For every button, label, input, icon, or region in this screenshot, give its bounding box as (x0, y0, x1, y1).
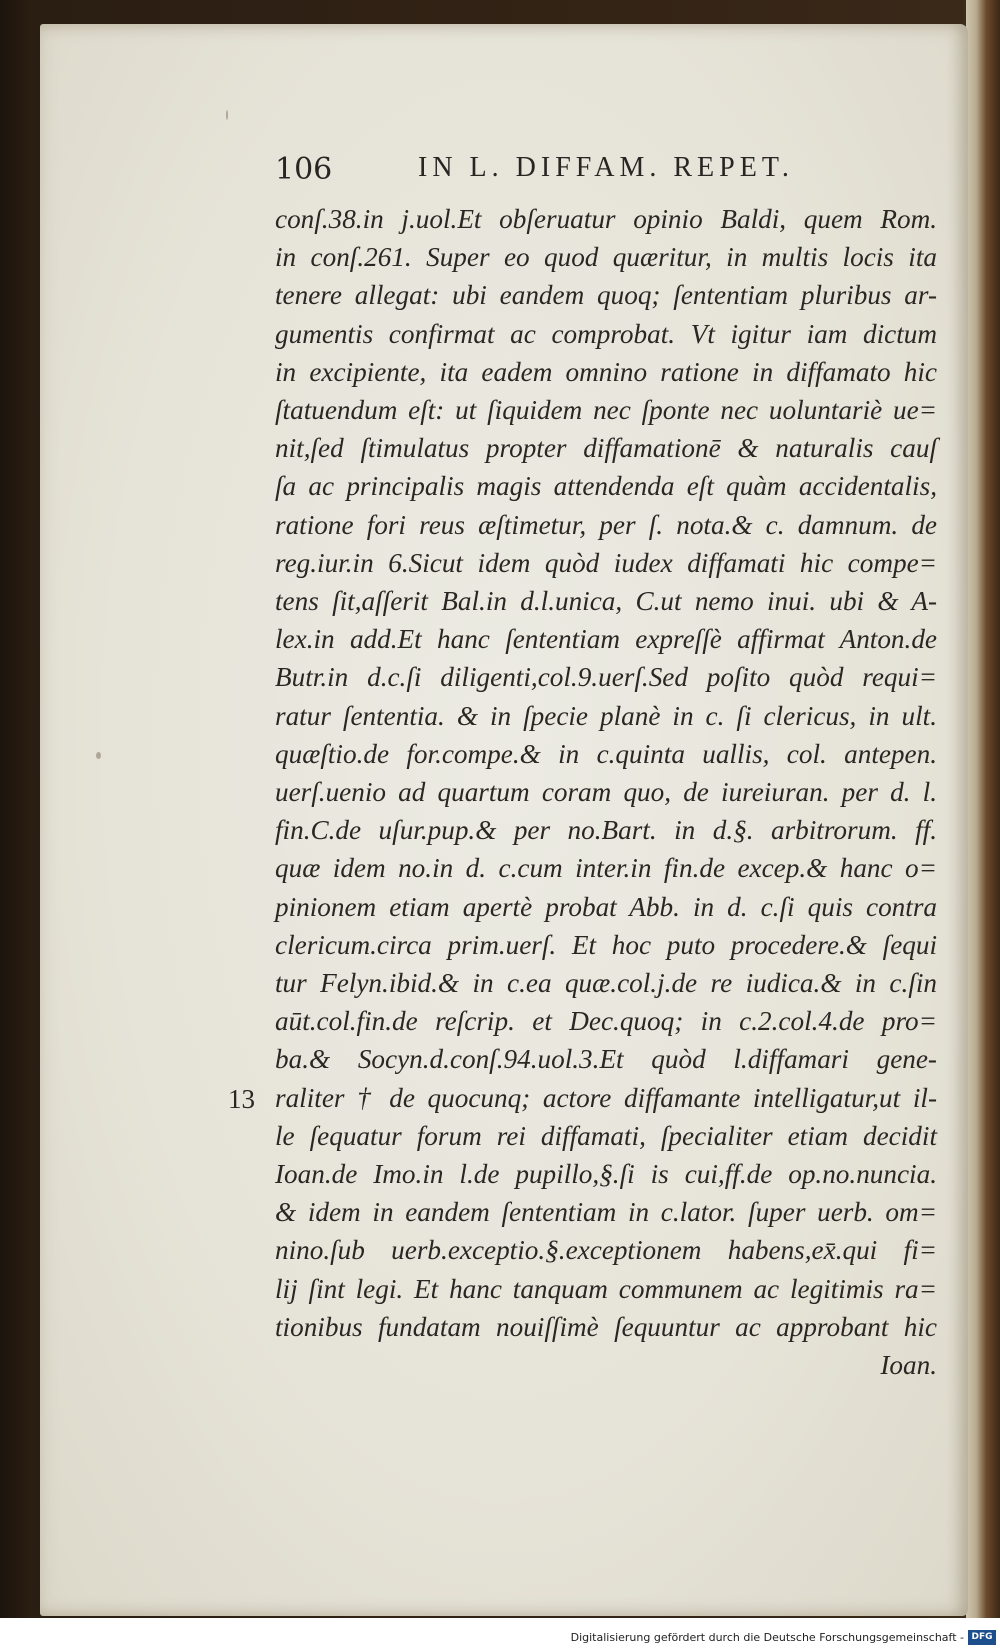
text-line: aūt.col.fin.de reſcrip. et Dec.quoq; in c.2.col.4.de pro= (275, 1006, 937, 1037)
text-line: fin.C.de uſur.pup.& per no.Bart. in d.§. arbitrorum. ff. (275, 815, 937, 846)
text-line: ſa ac principalis magis attendenda eſt quàm accidentalis, (275, 471, 937, 502)
digitization-footer (0, 1618, 1000, 1652)
text-line: quæſtio.de for.compe.& in c.quinta uallis, col. antepen. (275, 738, 937, 769)
text-line: clericum.circa prim.uerſ. Et hoc puto procedere.& ſequi (275, 929, 937, 960)
text-line: gumentis confirmat ac comprobat. Vt igitur iam dictum (275, 318, 937, 349)
paper-speck (226, 110, 228, 120)
text-line: pinionem etiam apertè probat Abb. in d. c.ſi quis contra (275, 891, 937, 922)
body-text (275, 200, 937, 1384)
text-line: ſtatuendum eſt: ut ſiquidem nec ſponte nec uoluntariè ue= (275, 395, 937, 426)
text-line: le ſequatur forum rei diffamati, ſpecialiter etiam decidit (275, 1120, 937, 1151)
text-line: raliter † de quocunq; actore diffamante intelligatur,ut il- (275, 1082, 937, 1113)
text-line: tens ſit,aſſerit Bal.in d.l.unica, C.ut nemo inui. ubi & A- (275, 586, 937, 617)
page-fore-edge (966, 0, 1000, 1652)
text-line: conſ.38.in j.uol.Et obſeruatur opinio Baldi, quem Rom. (275, 204, 937, 234)
text-line: reg.iur.in 6.Sicut idem quòd iudex diffamati hic compe= (275, 547, 937, 578)
margin-note-number: 13 (228, 1084, 255, 1114)
catchword: Ioan. (880, 1350, 937, 1381)
text-line: Butr.in d.c.ſi diligenti,col.9.uerſ.Sed poſito quòd requi= (275, 662, 937, 693)
running-head: IN L. DIFFAM. REPET. (418, 152, 794, 183)
funding-credit: Digitalisierung gefördert durch die Deutsche Forschungsgemeinschaft - (570, 1631, 964, 1644)
dfg-logo: DFG (968, 1630, 996, 1645)
text-line: lex.in add.Et hanc ſententiam expreſſè affirmat Anton.de (275, 624, 937, 655)
text-line: ratione fori reus æſtimetur, per ſ. nota.& c. damnum. de (275, 509, 937, 540)
text-line: & idem in eandem ſententiam in c.lator. ſuper uerb. om= (275, 1197, 937, 1228)
text-line: tionibus fundatam nouiſſimè ſequuntur ac approbant hic (275, 1311, 937, 1342)
text-line: nino.ſub uerb.exceptio.§.exceptionem habens,ex̄.qui fi= (275, 1235, 937, 1266)
text-line: tur Felyn.ibid.& in c.ea quæ.col.j.de re iudica.& in c.ſin (275, 968, 937, 999)
text-line: quæ idem no.in d. c.cum inter.in fin.de excep.& hanc o= (275, 853, 937, 884)
text-line: ratur ſententia. & in ſpecie planè in c. ſi clericus, in ult. (275, 700, 937, 731)
text-line: nit,ſed ſtimulatus propter diffamationē & naturalis cauſ (275, 433, 937, 464)
text-line: in excipiente, ita eadem omnino ratione in diffamato hic (275, 356, 937, 387)
text-line: ba.& Socyn.d.conſ.94.uol.3.Et quòd l.diffamari gene- (275, 1044, 937, 1075)
text-line: in conſ.261. Super eo quod quæritur, in multis locis ita (275, 242, 937, 273)
folio-number: 106 (275, 152, 333, 187)
paper-speck (96, 752, 101, 759)
text-line: lij ſint legi. Et hanc tanquam communem ac legitimis ra= (275, 1273, 937, 1304)
text-line: tenere allegat: ubi eandem quoq; ſententiam pluribus ar- (275, 280, 937, 311)
text-line: uerſ.uenio ad quartum coram quo, de iureiuran. per d. l. (275, 777, 937, 808)
text-line: Ioan.de Imo.in l.de pupillo,§.ſi is cui,ff.de op.no.nuncia. (275, 1159, 937, 1190)
